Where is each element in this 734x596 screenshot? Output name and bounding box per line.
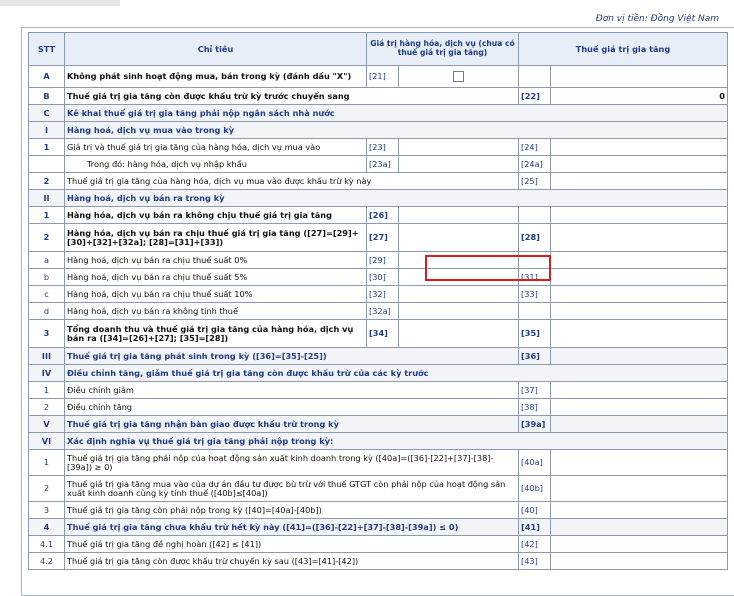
row-ii-d — [29, 303, 728, 320]
row-code: [35] — [519, 320, 551, 348]
row-stt: 1 — [29, 207, 65, 224]
row-code: [32] — [367, 286, 399, 303]
row-code: [32a] — [367, 303, 399, 320]
value-input[interactable] — [399, 320, 519, 348]
value-input[interactable] — [399, 156, 519, 173]
value-input[interactable] — [551, 156, 728, 173]
value-input[interactable] — [551, 173, 728, 190]
row-label: Hàng hoá, dịch vụ bán ra trong kỳ — [65, 190, 728, 207]
row-ii-b — [29, 269, 728, 286]
no-activity-cell — [399, 66, 519, 88]
row-stt: d — [29, 303, 65, 320]
value-input[interactable] — [551, 519, 728, 536]
row-code: [43] — [519, 553, 551, 570]
row-label: Thuế giá trị gia tăng còn được khấu trừ chuyển kỳ sau ([43]=[41]-[42]) — [65, 553, 519, 570]
row-label: Giá trị và thuế giá trị gia tăng của hàng hóa, dịch vụ mua vào — [65, 139, 367, 156]
value-input[interactable] — [399, 269, 519, 286]
row-label: Tổng doanh thu và thuế giá trị gia tăng của hàng hóa, dịch vụ bán ra ([34]=[26]+[27]; [35]=[28]) — [65, 320, 367, 348]
top-strip — [0, 0, 120, 6]
row-code: [22] — [519, 88, 551, 105]
empty-cell — [551, 207, 728, 224]
row-code: [41] — [519, 519, 551, 536]
row-code: [38] — [519, 399, 551, 416]
row-label: Hàng hoá, dịch vụ bán ra chịu thuế suất 0% — [65, 252, 367, 269]
row-stt: C — [29, 105, 65, 122]
row-label: Kê khai thuế giá trị gia tăng phải nộp ngân sách nhà nước — [65, 105, 728, 122]
row-label: Hàng hóa, dịch vụ bán ra chịu thuế giá trị gia tăng ([27]=[29]+[30]+[32]+[32a]; [28]=[31]+[33]) — [65, 224, 367, 252]
row-iv-2 — [29, 399, 728, 416]
row-label: Hàng hóa, dịch vụ bán ra không chịu thuế giá trị gia tăng — [65, 207, 367, 224]
row-code: [29] — [367, 252, 399, 269]
value-input[interactable] — [399, 286, 519, 303]
row-code: [21] — [367, 66, 399, 88]
row-code: [40a] — [519, 450, 551, 476]
vat-declaration-table — [28, 32, 728, 570]
empty-cell — [551, 252, 728, 269]
row-stt: I — [29, 122, 65, 139]
empty-cell — [519, 303, 551, 320]
row-stt: V — [29, 416, 65, 433]
row-stt: c — [29, 286, 65, 303]
row-code: [24a] — [519, 156, 551, 173]
row-stt: II — [29, 190, 65, 207]
row-stt: 1 — [29, 382, 65, 399]
value-input[interactable] — [551, 224, 728, 252]
value-input[interactable] — [551, 553, 728, 570]
row-stt: 4 — [29, 519, 65, 536]
row-code: [40] — [519, 502, 551, 519]
row-vi-2 — [29, 476, 728, 502]
row-code: [42] — [519, 536, 551, 553]
row-stt: 1 — [29, 450, 65, 476]
row-label: Thuế giá trị gia tăng chưa khấu trừ hết kỳ này ([41]=([36]-[22]+[37]-[38]-[39a]) ≤ 0) — [65, 519, 519, 536]
row-label: Thuế giá trị gia tăng phát sinh trong kỳ ([36]=[35]-[25]) — [65, 348, 519, 365]
row-label: Thuế giá trị gia tăng phải nộp của hoạt động sản xuất kinh doanh trong kỳ ([40a]=([36]-[22]+[37]-[38]-[39a]) ≥ 0) — [65, 450, 519, 476]
row-stt: 3 — [29, 320, 65, 348]
row-a — [29, 66, 728, 88]
row-code: [31] — [519, 269, 551, 286]
empty-cell — [551, 303, 728, 320]
row-label: Không phát sinh hoạt động mua, bán trong kỳ (đánh dấu "X") — [65, 66, 367, 88]
row-v — [29, 416, 728, 433]
empty-cell — [519, 252, 551, 269]
value-input[interactable] — [551, 416, 728, 433]
row-code: [33] — [519, 286, 551, 303]
row-stt: A — [29, 66, 65, 88]
value-input[interactable] — [551, 269, 728, 286]
row-stt: a — [29, 252, 65, 269]
row-code: [40b] — [519, 476, 551, 502]
row-iv-1 — [29, 382, 728, 399]
row-iii — [29, 348, 728, 365]
row-code: [28] — [519, 224, 551, 252]
row-ii-2 — [29, 224, 728, 252]
value-input[interactable] — [551, 139, 728, 156]
header-indicator: Chỉ tiêu — [65, 33, 367, 66]
row-code: [27] — [367, 224, 399, 252]
row-stt: IV — [29, 365, 65, 382]
row-code: [39a] — [519, 416, 551, 433]
row-stt: b — [29, 269, 65, 286]
row-stt: 3 — [29, 502, 65, 519]
currency-note: Đơn vị tiền: Đồng Việt Nam — [595, 14, 719, 24]
no-activity-checkbox[interactable] — [453, 71, 464, 82]
value-input[interactable] — [551, 320, 728, 348]
row-label: Thuế giá trị gia tăng mua vào của dự án đầu tư được bù trừ với thuế GTGT còn phải nộp của hoạt động sản xuất kinh doanh cùng kỳ tính thuế ([40b]≤[40a]) — [65, 476, 519, 502]
row-iv — [29, 365, 728, 382]
value-input[interactable] — [551, 399, 728, 416]
row-label: Điều chỉnh giảm — [65, 382, 519, 399]
row-label: Điều chỉnh tăng, giảm thuế giá trị gia tăng còn được khấu trừ của các kỳ trước — [65, 365, 728, 382]
row-label: Hàng hoá, dịch vụ bán ra không tính thuế — [65, 303, 367, 320]
row-4-2 — [29, 553, 728, 570]
row-vi — [29, 433, 728, 450]
table-header — [29, 33, 728, 66]
value-input[interactable] — [551, 382, 728, 399]
row-label: Thuế giá trị gia tăng còn được khấu trừ kỳ trước chuyển sang — [65, 88, 519, 105]
value-input[interactable] — [551, 450, 728, 476]
row-ii-1 — [29, 207, 728, 224]
header-vat: Thuế giá trị gia tăng — [519, 33, 728, 66]
header-stt: STT — [29, 33, 65, 66]
empty-cell — [519, 66, 551, 88]
row-label: Điều chỉnh tăng — [65, 399, 519, 416]
row-stt: VI — [29, 433, 65, 450]
row-code: [30] — [367, 269, 399, 286]
empty-cell — [551, 66, 728, 88]
row-code: [26] — [367, 207, 399, 224]
row-vi-4 — [29, 519, 728, 536]
value-input[interactable] — [551, 286, 728, 303]
row-label: Xác định nghĩa vụ thuế giá trị gia tăng phải nộp trong kỳ: — [65, 433, 728, 450]
value-input[interactable] — [551, 348, 728, 365]
row-label: Hàng hoá, dịch vụ mua vào trong kỳ — [65, 122, 728, 139]
row-stt: 2 — [29, 399, 65, 416]
value-input[interactable] — [399, 207, 519, 224]
empty-cell — [519, 207, 551, 224]
value-input[interactable] — [399, 303, 519, 320]
row-b — [29, 88, 728, 105]
row-i-1 — [29, 139, 728, 156]
row-4-1 — [29, 536, 728, 553]
row-ii-a — [29, 252, 728, 269]
row-vi-3 — [29, 502, 728, 519]
value-input[interactable] — [551, 502, 728, 519]
row-code: [37] — [519, 382, 551, 399]
row-label: Thuế giá trị gia tăng nhận bàn giao được khấu trừ trong kỳ — [65, 416, 519, 433]
carried-forward-value[interactable]: 0 — [551, 88, 728, 105]
row-code: [25] — [519, 173, 551, 190]
row-label: Thuế giá trị gia tăng của hàng hóa, dịch vụ mua vào được khấu trừ kỳ này — [65, 173, 519, 190]
row-ii-3 — [29, 320, 728, 348]
row-label: Thuế giá trị gia tăng đề nghị hoàn ([42] ≤ [41]) — [65, 536, 519, 553]
row-label: Thuế giá trị gia tăng còn phải nộp trong kỳ ([40]=[40a]-[40b]) — [65, 502, 519, 519]
value-input[interactable] — [551, 476, 728, 502]
row-stt: 1 — [29, 139, 65, 156]
header-goods-value: Giá trị hàng hóa, dịch vụ (chưa có thuế giá trị gia tăng) — [367, 33, 519, 66]
row-code: [34] — [367, 320, 399, 348]
value-input[interactable] — [399, 224, 519, 252]
row-code: [36] — [519, 348, 551, 365]
row-stt: III — [29, 348, 65, 365]
row-ii — [29, 190, 728, 207]
row-stt: 2 — [29, 173, 65, 190]
row-stt: B — [29, 88, 65, 105]
row-stt: 2 — [29, 224, 65, 252]
row-vi-1 — [29, 450, 728, 476]
row-code: [23] — [367, 139, 399, 156]
row-ii-c — [29, 286, 728, 303]
row-code: [23a] — [367, 156, 399, 173]
value-input-29[interactable] — [399, 252, 519, 269]
row-i — [29, 122, 728, 139]
row-c — [29, 105, 728, 122]
row-stt: 2 — [29, 476, 65, 502]
value-input[interactable] — [551, 536, 728, 553]
row-i-1a — [29, 156, 728, 173]
row-stt — [29, 156, 65, 173]
row-i-2 — [29, 173, 728, 190]
row-label: Hàng hoá, dịch vụ bán ra chịu thuế suất 10% — [65, 286, 367, 303]
row-label: Trong đó: hàng hóa, dịch vụ nhập khẩu — [65, 156, 367, 173]
row-code: [24] — [519, 139, 551, 156]
row-stt: 4.1 — [29, 536, 65, 553]
value-input[interactable] — [399, 139, 519, 156]
row-label: Hàng hoá, dịch vụ bán ra chịu thuế suất 5% — [65, 269, 367, 286]
row-stt: 4.2 — [29, 553, 65, 570]
